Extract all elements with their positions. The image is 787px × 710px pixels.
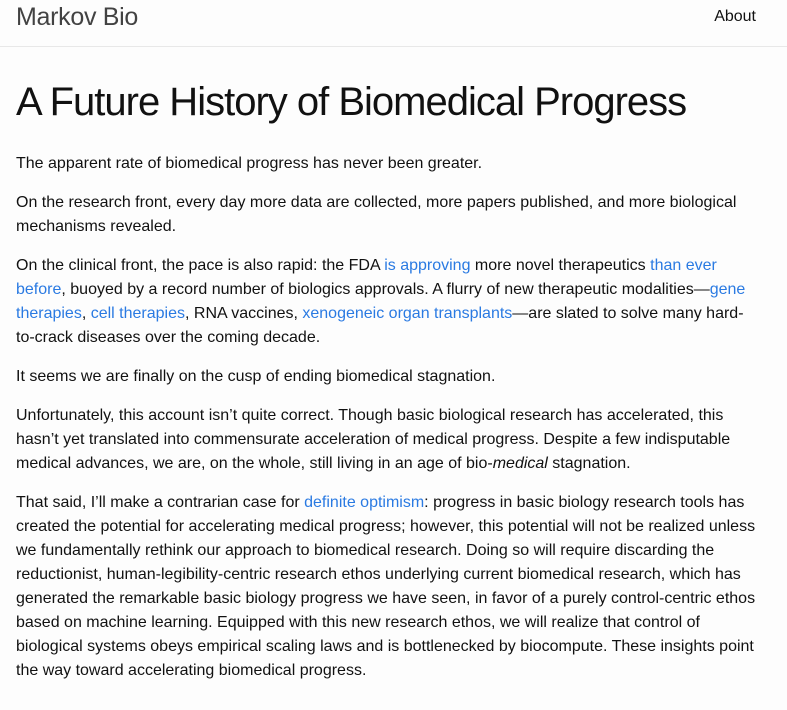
paragraph-4: It seems we are finally on the cusp of ending biomedical stagnation. bbox=[16, 368, 496, 385]
emphasis-medical: medical bbox=[492, 455, 548, 472]
link-gene-therapies[interactable]: gene therapies bbox=[16, 281, 746, 322]
link-than-ever-before[interactable]: than ever before bbox=[16, 257, 717, 298]
text: stagnation. bbox=[547, 455, 631, 472]
text: , buoyed by a record number of biologics approvals. A flurry of new therapeutic modalities— bbox=[61, 281, 710, 298]
text: more novel therapeutics bbox=[470, 257, 651, 274]
text: On the clinical front, the pace is also rapid: the FDA bbox=[16, 257, 385, 274]
paragraph-1: The apparent rate of biomedical progress has never been greater. bbox=[16, 155, 483, 172]
link-definite-optimism[interactable]: definite optimism bbox=[304, 494, 425, 511]
text: —are slated to solve many hard-to-crack diseases over the coming decade. bbox=[16, 305, 744, 346]
text: That said, I’ll make a contrarian case for bbox=[16, 494, 305, 511]
link-xenogeneic-organ-transplants[interactable]: xenogeneic organ transplants bbox=[302, 305, 513, 322]
text: , bbox=[81, 305, 91, 322]
nav-about-link[interactable]: About bbox=[714, 8, 756, 25]
site-title-link[interactable]: Markov Bio bbox=[16, 3, 139, 31]
article bbox=[0, 77, 787, 683]
text: , RNA vaccines, bbox=[185, 305, 303, 322]
text: Unfortunately, this account isn’t quite correct. Though basic biological research has accelerated, this hasn’t yet translated into commensurate acceleration of medical progress. Despite a few indisputable medical advances, we are, on the whole, still living in an age of bio- bbox=[16, 407, 731, 472]
text: : progress in basic biology research tools has created the potential for accelerating medical progress; however, this potential will not be realized unless we fundamentally rethink our approach to biomedical research. Doing so will require discarding the reductionist, human-legibility-centric research ethos underlying current biomedical research, which has generated the remarkable basic biology progress we have seen, in favor of a purely control-centric ethos based on machine learning. Equipped with this new research ethos, we will realize that control of biological systems obeys empirical scaling laws and is bottlenecked by biocompute. These insights point the way toward accelerating biomedical progress. bbox=[16, 494, 756, 679]
site-header bbox=[0, 0, 787, 47]
paragraph-6 bbox=[16, 491, 756, 683]
paragraph-2: On the research front, every day more data are collected, more papers published, and more biological mechanisms revealed. bbox=[16, 194, 737, 235]
paragraph-3 bbox=[16, 254, 756, 350]
paragraph-5 bbox=[16, 404, 756, 476]
link-cell-therapies[interactable]: cell therapies bbox=[90, 305, 185, 322]
link-is-approving[interactable]: is approving bbox=[384, 257, 471, 274]
article-title: A Future History of Biomedical Progress bbox=[16, 80, 687, 124]
